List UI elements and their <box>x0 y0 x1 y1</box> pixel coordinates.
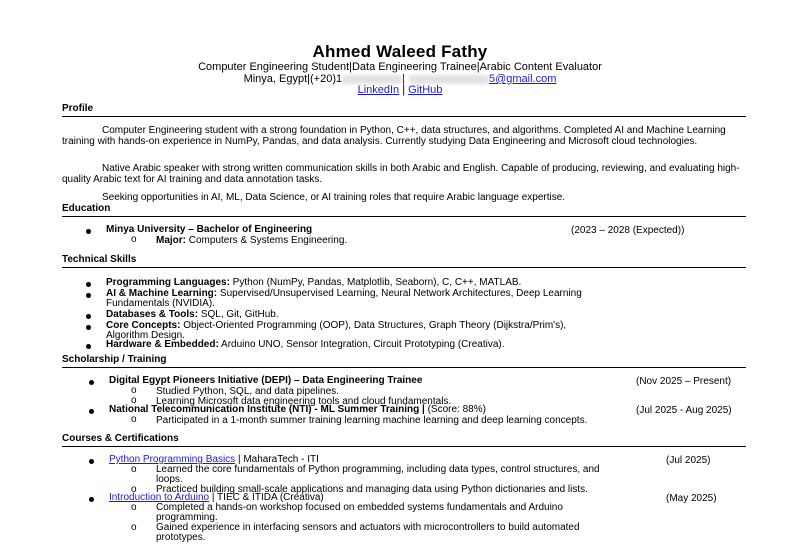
candidate-name: Ahmed Waleed Fathy <box>312 42 488 61</box>
contact-line: Minya, Egypt|(+20)1 | 5@gmail.com <box>243 73 557 85</box>
courses-divider <box>62 446 746 447</box>
sub-bullet: o <box>131 385 137 396</box>
bullet-dot <box>86 325 91 330</box>
skill-databases <box>106 310 279 321</box>
bullet-dot <box>89 459 94 464</box>
course-1-link[interactable]: Python Programming Basics <box>109 454 236 465</box>
linkedin-link[interactable]: LinkedIn <box>357 84 400 96</box>
skill-hardware <box>106 340 505 351</box>
profile-heading: Profile <box>62 103 94 114</box>
skill-text: Arduino UNO, Sensor Integration, Circuit Prototyping (Creativa). <box>218 339 505 350</box>
skill-label: Core Concepts: <box>106 320 181 331</box>
redacted-phone <box>342 75 402 84</box>
courses-heading: Courses & Certifications <box>62 433 179 444</box>
bullet-dot <box>89 497 94 502</box>
sub-bullet: o <box>131 395 137 406</box>
skill-label: Databases & Tools: <box>106 309 199 320</box>
profile-divider <box>62 116 746 117</box>
nti-score: (Score: 88%) <box>424 404 486 415</box>
training-heading: Scholarship / Training <box>62 354 167 365</box>
depi-title: Digital Egypt Pioneers Initiative (DEPI) – Data Engineering Trainee <box>109 375 423 386</box>
skill-label: AI & Machine Learning: <box>106 288 218 299</box>
profile-paragraph-2 <box>62 164 742 185</box>
bullet-dot <box>86 293 91 298</box>
redacted-email <box>409 75 489 84</box>
course-2-item-1-cont: programming. <box>156 512 218 523</box>
course-2-link[interactable]: Introduction to Arduino <box>109 492 210 503</box>
sub-bullet: o <box>131 484 137 495</box>
education-divider <box>62 216 746 217</box>
profile-paragraph-3 <box>62 193 742 204</box>
skill-text: Supervised/Unsupervised Learning, Neural Network Architectures, Deep Learning <box>217 288 582 299</box>
depi-item-2: Learning Microsoft data engineering tools and cloud fundamentals. <box>156 396 452 407</box>
skill-programming <box>106 278 521 289</box>
skill-text: Python (NumPy, Pandas, Matplotlib, Seaborn), C, C++, MATLAB. <box>229 277 522 288</box>
profile-paragraph-1 <box>62 126 742 147</box>
link-separator: | <box>402 84 406 96</box>
skill-label: Hardware & Embedded: <box>106 339 219 350</box>
skill-ai-ml-cont: Fundamentals (NVIDIA). <box>106 298 215 309</box>
skill-label: Programming Languages: <box>106 277 230 288</box>
skill-text: Object-Oriented Programming (OOP), Data Structures, Graph Theory (Dijkstra/Prim's), <box>180 320 567 331</box>
skill-core-concepts-cont: Algorithm Design. <box>106 330 185 341</box>
profile-text-1: Computer Engineering student with a strong foundation in Python, C++, data structures, and algorithms. Completed AI and Machine Learning training with hands-on experience in NumPy, Pandas, and data analysis. Currently studying Data Engineering and Microsoft cloud technologies. <box>62 125 726 147</box>
links-line <box>0 84 800 96</box>
skills-heading: Technical Skills <box>62 254 137 265</box>
nti-item-1: Participated in a 1-month summer training learning machine learning and deep learning concepts. <box>156 415 588 426</box>
depi-dates: (Nov 2025 – Present) <box>636 376 732 387</box>
course-2-dates: (May 2025) <box>666 493 717 504</box>
nti-dates: (Jul 2025 - Aug 2025) <box>636 405 732 416</box>
bullet-dot <box>86 344 91 349</box>
major-value: Computers & Systems Engineering. <box>186 235 348 246</box>
education-major <box>156 236 347 247</box>
sub-bullet: o <box>131 522 137 533</box>
sub-bullet: o <box>131 234 137 245</box>
course-1-item-2: Practiced building small-scale applications and managing data using Python dictionaries and lists. <box>156 484 588 495</box>
depi-item-1: Studied Python, SQL, and data pipelines. <box>156 386 339 397</box>
course-1-dates: (Jul 2025) <box>666 455 711 466</box>
course-1-org: | MaharaTech - ITI <box>235 454 319 465</box>
course-2-item-1: Completed a hands-on workshop focused on embedded systems fundamentals and Arduino <box>156 502 563 513</box>
course-1-item-1-cont: loops. <box>156 474 183 485</box>
bullet-dot <box>86 282 91 287</box>
sub-bullet: o <box>131 502 137 513</box>
email-link[interactable]: 5@gmail.com <box>488 73 557 85</box>
nti-title <box>109 405 486 416</box>
profile-text-3: Seeking opportunities in AI, ML, Data Science, or AI training roles that require Arabic language expertise. <box>102 192 566 203</box>
major-label: Major: <box>156 235 186 246</box>
bullet-dot <box>89 380 94 385</box>
training-divider <box>62 367 746 368</box>
bullet-dot <box>89 409 94 414</box>
location-phone: Minya, Egypt|(+20)1 <box>243 73 343 85</box>
sub-bullet: o <box>131 414 137 425</box>
sub-bullet: o <box>131 464 137 475</box>
skill-text: SQL, Git, GitHub. <box>198 309 279 320</box>
skills-divider <box>62 267 746 268</box>
course-2-item-2-cont: prototypes. <box>156 532 206 543</box>
bullet-dot <box>86 314 91 319</box>
nti-name: National Telecommunication Institute (NTI) - ML Summer Training | <box>109 404 425 415</box>
course-2-org: | TIEC & ITIDA (Creativa) <box>209 492 324 503</box>
education-heading: Education <box>62 203 111 214</box>
title-line: Computer Engineering Student|Data Engineering Trainee|Arabic Content Evaluator <box>198 61 602 73</box>
github-link[interactable]: GitHub <box>408 84 443 96</box>
education-school: Minya University – Bachelor of Engineering <box>106 224 313 235</box>
bullet-dot <box>86 229 91 234</box>
education-dates: (2023 – 2028 (Expected)) <box>571 225 685 236</box>
course-2-item-2: Gained experience in interfacing sensors and actuators with microcontrollers to build automated <box>156 522 580 533</box>
course-1-item-1: Learned the core fundamentals of Python programming, including data types, control structures, and <box>156 464 600 475</box>
profile-text-2: Native Arabic speaker with strong written communication skills in both Arabic and English. Capable of producing, reviewing, and evaluating high-quality Arabic text for AI training and data annotation tasks. <box>62 163 740 185</box>
